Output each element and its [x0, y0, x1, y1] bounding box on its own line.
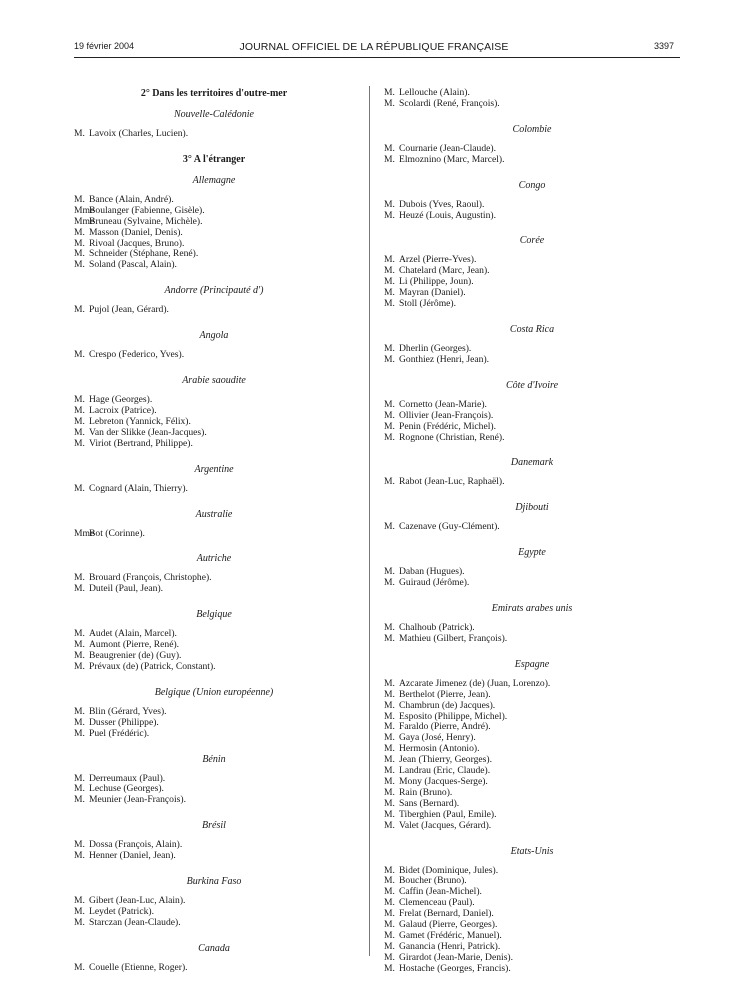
page-header: [0, 41, 748, 55]
title-abbrev: M.: [384, 699, 395, 711]
person-name: Lavoix (Charles, Lucien).: [89, 128, 189, 139]
person-name: Puel (Frédéric).: [89, 727, 150, 739]
left-column: [74, 88, 354, 988]
name-list: [74, 707, 354, 740]
name-list: [384, 477, 680, 488]
name-list: [384, 400, 680, 444]
country-heading: Espagne: [514, 658, 550, 670]
list-item: [384, 578, 680, 589]
country-heading: Argentine: [194, 463, 234, 475]
title-abbrev: M.: [384, 875, 395, 887]
person-name: Lechuse (Georges).: [89, 783, 164, 795]
title-abbrev: M.: [384, 353, 395, 365]
title-abbrev: M.: [384, 632, 395, 644]
title-abbrev: M.: [74, 437, 85, 449]
country-heading: Côte d'Ivoire: [505, 379, 559, 391]
person-name: Viriot (Bertrand, Philippe).: [89, 437, 193, 449]
person-name: Hermosin (Antonio).: [399, 743, 480, 755]
title-abbrev: M.: [74, 895, 85, 907]
list-item: [384, 433, 680, 444]
person-name: Derreumaux (Paul).: [89, 772, 166, 784]
list-item: [74, 484, 354, 495]
person-name: Gamet (Frédéric, Manuel).: [399, 929, 502, 941]
title-abbrev: M.: [384, 929, 395, 941]
title-abbrev: M.: [384, 198, 395, 210]
title-abbrev: M.: [74, 906, 85, 917]
title-abbrev: M.: [74, 783, 85, 795]
country-heading: Djibouti: [515, 502, 549, 514]
country-section: [384, 380, 680, 444]
section-block: [74, 109, 354, 140]
title-abbrev: M.: [74, 794, 85, 806]
person-name: Mathieu (Gilbert, François).: [399, 632, 508, 644]
person-name: Beaugrenier (de) (Guy).: [89, 650, 182, 662]
person-name: Scolardi (René, François).: [399, 97, 500, 109]
title-abbrev: M.: [74, 572, 85, 584]
person-name: Ollivier (Jean-François).: [399, 409, 494, 421]
list-item: [74, 529, 354, 540]
section-list: [74, 175, 354, 974]
person-name: Cazenave (Guy-Clément).: [399, 521, 500, 533]
title-abbrev: M.: [384, 142, 395, 154]
person-name: Blin (Gérard, Yves).: [89, 705, 167, 717]
name-list: [384, 866, 680, 975]
title-abbrev: M.: [384, 622, 395, 634]
list-item: [384, 355, 680, 366]
list-item: [74, 350, 354, 361]
list-item: [384, 211, 680, 222]
list-item: [384, 522, 680, 533]
country-section: [384, 324, 680, 366]
title-abbrev: M.: [384, 897, 395, 909]
person-name: Mony (Jacques-Serge).: [399, 776, 488, 787]
country-heading: Congo: [518, 179, 546, 191]
person-name: Gaya (José, Henry).: [399, 732, 476, 744]
person-name: Esposito (Philippe, Michel).: [399, 710, 508, 722]
title-abbrev: M.: [384, 732, 395, 744]
title-abbrev: M.: [384, 287, 395, 299]
country-heading: Belgique: [196, 609, 232, 621]
name-list: [74, 896, 354, 929]
list-item: [74, 129, 354, 140]
person-name: Valet (Jacques, Gérard).: [399, 819, 492, 831]
person-name: Bance (Alain, André).: [89, 193, 174, 205]
title-abbrev: M.: [384, 87, 395, 98]
person-name: Chalhoub (Patrick).: [399, 622, 475, 634]
list-item: [74, 305, 354, 316]
person-name: Elmoznino (Marc, Marcel).: [399, 153, 505, 165]
country-section: [74, 687, 354, 740]
title-abbrev: M.: [74, 237, 85, 249]
person-name: Schneider (Stéphane, René).: [89, 248, 199, 260]
title-abbrev: M.: [384, 265, 395, 277]
title-abbrev: M.: [384, 765, 395, 777]
part-title-territoires: 2° Dans les territoires d'outre-mer: [140, 88, 288, 99]
person-name: Audet (Alain, Marcel).: [89, 628, 177, 640]
country-section: [384, 846, 680, 975]
title-abbrev: M.: [384, 254, 395, 266]
person-name: Aumont (Pierre, René).: [89, 639, 180, 651]
country-section: [74, 464, 354, 495]
list-item: [384, 477, 680, 488]
title-abbrev: M.: [74, 727, 85, 739]
title-abbrev: M.: [384, 521, 395, 533]
person-name: Chatelard (Marc, Jean).: [399, 265, 490, 277]
name-list: [74, 395, 354, 450]
title-abbrev: M.: [384, 864, 395, 876]
header-rule: [74, 57, 680, 58]
list-item: [74, 260, 354, 271]
country-section: [74, 509, 354, 540]
country-section: [74, 553, 354, 595]
list-item: [74, 918, 354, 929]
country-heading: Costa Rica: [509, 323, 555, 335]
page-number: 3397: [653, 41, 674, 51]
country-section: [384, 603, 680, 645]
list-item: [74, 851, 354, 862]
person-name: Heuzé (Louis, Augustin).: [399, 209, 496, 221]
person-name: Clemenceau (Paul).: [399, 897, 475, 909]
title-abbrev: M.: [74, 248, 85, 260]
country-heading: Angola: [199, 330, 229, 342]
country-heading: Brésil: [202, 820, 226, 832]
person-name: Sans (Bernard).: [399, 797, 460, 809]
title-abbrev: M.: [384, 908, 395, 920]
country-heading: Belgique (Union européenne): [154, 686, 274, 698]
person-name: Rabot (Jean-Luc, Raphaël).: [399, 476, 505, 488]
person-name: Bidet (Dominique, Jules).: [399, 864, 499, 876]
country-section: [74, 820, 354, 862]
country-heading: Burkina Faso: [186, 876, 242, 888]
country-heading: Emirats arabes unis: [491, 603, 573, 615]
title-abbrev: M.: [74, 639, 85, 651]
title-abbrev: M.: [384, 342, 395, 354]
person-name: Lebreton (Yannick, Félix).: [89, 415, 191, 427]
person-name: Li (Philippe, Joun).: [399, 276, 474, 288]
title-abbrev: M.: [74, 259, 85, 271]
person-name: Dusser (Philippe).: [89, 716, 159, 728]
title-abbrev: M.: [74, 193, 85, 205]
country-heading: Bénin: [202, 753, 226, 765]
title-abbrev: M.: [384, 786, 395, 798]
person-name: Stoll (Jérôme).: [399, 298, 457, 310]
country-section: [74, 609, 354, 673]
title-abbrev: M.: [74, 426, 85, 438]
person-name: Daban (Hugues).: [399, 566, 465, 578]
title-abbrev: M.: [74, 304, 85, 316]
person-name: Dubois (Yves, Raoul).: [399, 198, 485, 210]
title-abbrev: M.: [74, 716, 85, 728]
person-name: Soland (Pascal, Alain).: [89, 259, 177, 271]
name-list: [384, 88, 680, 110]
country-section: [74, 375, 354, 450]
title-abbrev: M.: [74, 226, 85, 238]
title-abbrev: M.: [384, 710, 395, 722]
person-name: Brouard (François, Christophe).: [89, 572, 212, 584]
country-section: [384, 457, 680, 488]
title-abbrev: M.: [384, 940, 395, 952]
country-heading: Canada: [198, 942, 230, 954]
title-abbrev: M.: [384, 298, 395, 310]
title-abbrev: M.: [74, 128, 85, 139]
country-heading: Andorre (Principauté d'): [164, 285, 264, 297]
country-heading: Colombie: [512, 123, 552, 135]
name-list: [384, 679, 680, 832]
country-section: [384, 502, 680, 533]
person-name: Prévaux (de) (Patrick, Constant).: [89, 660, 216, 672]
person-name: Starczan (Jean-Claude).: [89, 916, 181, 928]
country-heading: Egypte: [518, 547, 546, 559]
title-abbrev: M.: [384, 566, 395, 578]
country-section: [74, 330, 354, 361]
person-name: Landrau (Eric, Claude).: [399, 765, 491, 777]
name-list: [74, 350, 354, 361]
person-name: Arzel (Pierre-Yves).: [399, 254, 477, 266]
person-name: Boucher (Bruno).: [399, 875, 467, 887]
name-list: [74, 195, 354, 271]
title-abbrev: Mme: [74, 215, 95, 227]
title-abbrev: M.: [74, 660, 85, 672]
person-name: Duteil (Paul, Jean).: [89, 583, 164, 595]
person-name: Tiberghien (Paul, Emile).: [399, 808, 497, 820]
person-name: Frelat (Bernard, Daniel).: [399, 908, 494, 920]
person-name: Rognone (Christian, René).: [399, 431, 505, 443]
title-abbrev: M.: [384, 577, 395, 589]
country-heading: Autriche: [196, 553, 232, 565]
list-item: [384, 99, 680, 110]
person-name: Boulanger (Fabienne, Gisèle).: [89, 204, 205, 216]
person-name: Caffin (Jean-Michel).: [399, 886, 482, 898]
list-item: [384, 821, 680, 832]
person-name: Ganancia (Henri, Patrick).: [399, 940, 501, 952]
person-name: Cognard (Alain, Thierry).: [89, 482, 188, 494]
person-name: Van der Slikke (Jean-Jacques).: [89, 426, 207, 438]
title-abbrev: M.: [384, 398, 395, 410]
person-name: Couelle (Etienne, Roger).: [89, 961, 188, 973]
country-heading: Allemagne: [192, 174, 236, 186]
title-abbrev: M.: [384, 476, 395, 488]
title-abbrev: M.: [74, 404, 85, 416]
title-abbrev: M.: [384, 420, 395, 432]
name-list: [384, 623, 680, 645]
journal-title: JOURNAL OFFICIEL DE LA RÉPUBLIQUE FRANÇAISE: [239, 41, 509, 53]
person-name: Masson (Daniel, Denis).: [89, 226, 183, 238]
person-name: Leydet (Patrick).: [89, 906, 154, 917]
person-name: Jean (Thierry, Georges).: [399, 754, 492, 766]
name-list: [384, 255, 680, 310]
title-abbrev: M.: [74, 394, 85, 406]
list-item: [74, 439, 354, 450]
title-abbrev: M.: [74, 839, 85, 851]
title-abbrev: M.: [384, 677, 395, 689]
title-abbrev: M.: [384, 797, 395, 809]
title-abbrev: M.: [384, 754, 395, 766]
list-item: [384, 155, 680, 166]
person-name: Crespo (Federico, Yves).: [89, 349, 185, 361]
country-section: [74, 943, 354, 974]
title-abbrev: M.: [384, 808, 395, 820]
title-abbrev: M.: [74, 850, 85, 862]
title-abbrev: M.: [74, 772, 85, 784]
issue-date: 19 février 2004: [74, 41, 135, 51]
person-name: Chambrun (de) Jacques).: [399, 699, 496, 711]
title-abbrev: M.: [384, 951, 395, 963]
name-list: [74, 774, 354, 807]
title-abbrev: M.: [384, 688, 395, 700]
name-list: [74, 529, 354, 540]
name-list: [384, 144, 680, 166]
name-list: [384, 200, 680, 222]
person-name: Berthelot (Pierre, Jean).: [399, 688, 491, 700]
column-divider: [369, 86, 370, 956]
list-item: [74, 584, 354, 595]
person-name: Lellouche (Alain).: [399, 87, 470, 98]
person-name: Bot (Corinne).: [89, 527, 145, 539]
list-item: [384, 634, 680, 645]
list-item: [74, 729, 354, 740]
person-name: Azcarate Jimenez (de) (Juan, Lorenzo).: [399, 677, 551, 689]
part-title-etranger: 3° A l'étranger: [182, 153, 246, 165]
title-abbrev: M.: [384, 276, 395, 288]
list-item: [74, 662, 354, 673]
title-abbrev: M.: [384, 743, 395, 755]
person-name: Bruneau (Sylvaine, Michèle).: [89, 215, 203, 227]
country-heading: Danemark: [510, 457, 554, 469]
list-item: [384, 299, 680, 310]
title-abbrev: M.: [384, 431, 395, 443]
title-abbrev: Mme: [74, 527, 95, 539]
name-list: [74, 840, 354, 862]
title-abbrev: M.: [384, 409, 395, 421]
country-heading: Arabie saoudite: [182, 375, 246, 387]
title-abbrev: M.: [74, 349, 85, 361]
country-section: [74, 175, 354, 271]
name-list: [384, 522, 680, 533]
title-abbrev: M.: [74, 961, 85, 973]
name-list: [74, 129, 354, 140]
title-abbrev: M.: [384, 153, 395, 165]
person-name: Dherlin (Georges).: [399, 342, 472, 354]
title-abbrev: M.: [74, 916, 85, 928]
person-name: Henner (Daniel, Jean).: [89, 850, 176, 862]
title-abbrev: M.: [384, 819, 395, 831]
title-abbrev: Mme: [74, 204, 95, 216]
person-name: Pujol (Jean, Gérard).: [89, 304, 169, 316]
country-section: [384, 88, 680, 110]
right-column: [384, 88, 680, 989]
country-heading: Australie: [195, 508, 233, 520]
person-name: Dossa (François, Alain).: [89, 839, 183, 851]
person-name: Penin (Frédéric, Michel).: [399, 420, 496, 432]
list-item: [74, 963, 354, 974]
title-abbrev: M.: [384, 919, 395, 931]
title-abbrev: M.: [74, 482, 85, 494]
person-name: Girardot (Jean-Marie, Denis).: [399, 951, 514, 963]
title-abbrev: M.: [384, 209, 395, 221]
person-name: Meunier (Jean-François).: [89, 794, 186, 806]
name-list: [384, 344, 680, 366]
title-abbrev: M.: [384, 776, 395, 787]
country-section: [384, 235, 680, 310]
person-name: Galaud (Pierre, Georges).: [399, 919, 498, 931]
title-abbrev: M.: [74, 415, 85, 427]
name-list: [74, 484, 354, 495]
name-list: [384, 567, 680, 589]
country-heading: Etats-Unis: [510, 845, 554, 857]
title-abbrev: M.: [74, 583, 85, 595]
person-name: Faraldo (Pierre, André).: [399, 721, 491, 733]
list-item: [384, 964, 680, 975]
person-name: Mayran (Daniel).: [399, 287, 466, 299]
country-section: [74, 285, 354, 316]
person-name: Guiraud (Jérôme).: [399, 577, 470, 589]
title-abbrev: M.: [384, 886, 395, 898]
person-name: Rivoal (Jacques, Bruno).: [89, 237, 185, 249]
country-section: [384, 547, 680, 589]
person-name: Hage (Georges).: [89, 394, 153, 406]
country-heading: Nouvelle-Calédonie: [174, 109, 254, 120]
name-list: [74, 963, 354, 974]
person-name: Rain (Bruno).: [399, 786, 453, 798]
person-name: Cornetto (Jean-Marie).: [399, 398, 487, 410]
title-abbrev: M.: [384, 97, 395, 109]
person-name: Cournarie (Jean-Claude).: [399, 142, 496, 154]
title-abbrev: M.: [384, 721, 395, 733]
title-abbrev: M.: [74, 650, 85, 662]
country-heading: Corée: [519, 235, 545, 247]
title-abbrev: M.: [74, 705, 85, 717]
title-abbrev: M.: [74, 628, 85, 640]
title-abbrev: M.: [384, 962, 395, 974]
country-section: [384, 124, 680, 166]
country-section: [384, 180, 680, 222]
country-section: [74, 109, 354, 140]
country-section: [74, 754, 354, 807]
person-name: Gibert (Jean-Luc, Alain).: [89, 895, 186, 907]
name-list: [74, 629, 354, 673]
list-item: [74, 795, 354, 806]
name-list: [74, 573, 354, 595]
person-name: Hostache (Georges, Francis).: [399, 962, 511, 974]
person-name: Lacroix (Patrice).: [89, 404, 157, 416]
name-list: [74, 305, 354, 316]
country-section: [74, 876, 354, 929]
country-section: [384, 659, 680, 832]
person-name: Gonthiez (Henri, Jean).: [399, 353, 490, 365]
section-list: [384, 88, 680, 975]
